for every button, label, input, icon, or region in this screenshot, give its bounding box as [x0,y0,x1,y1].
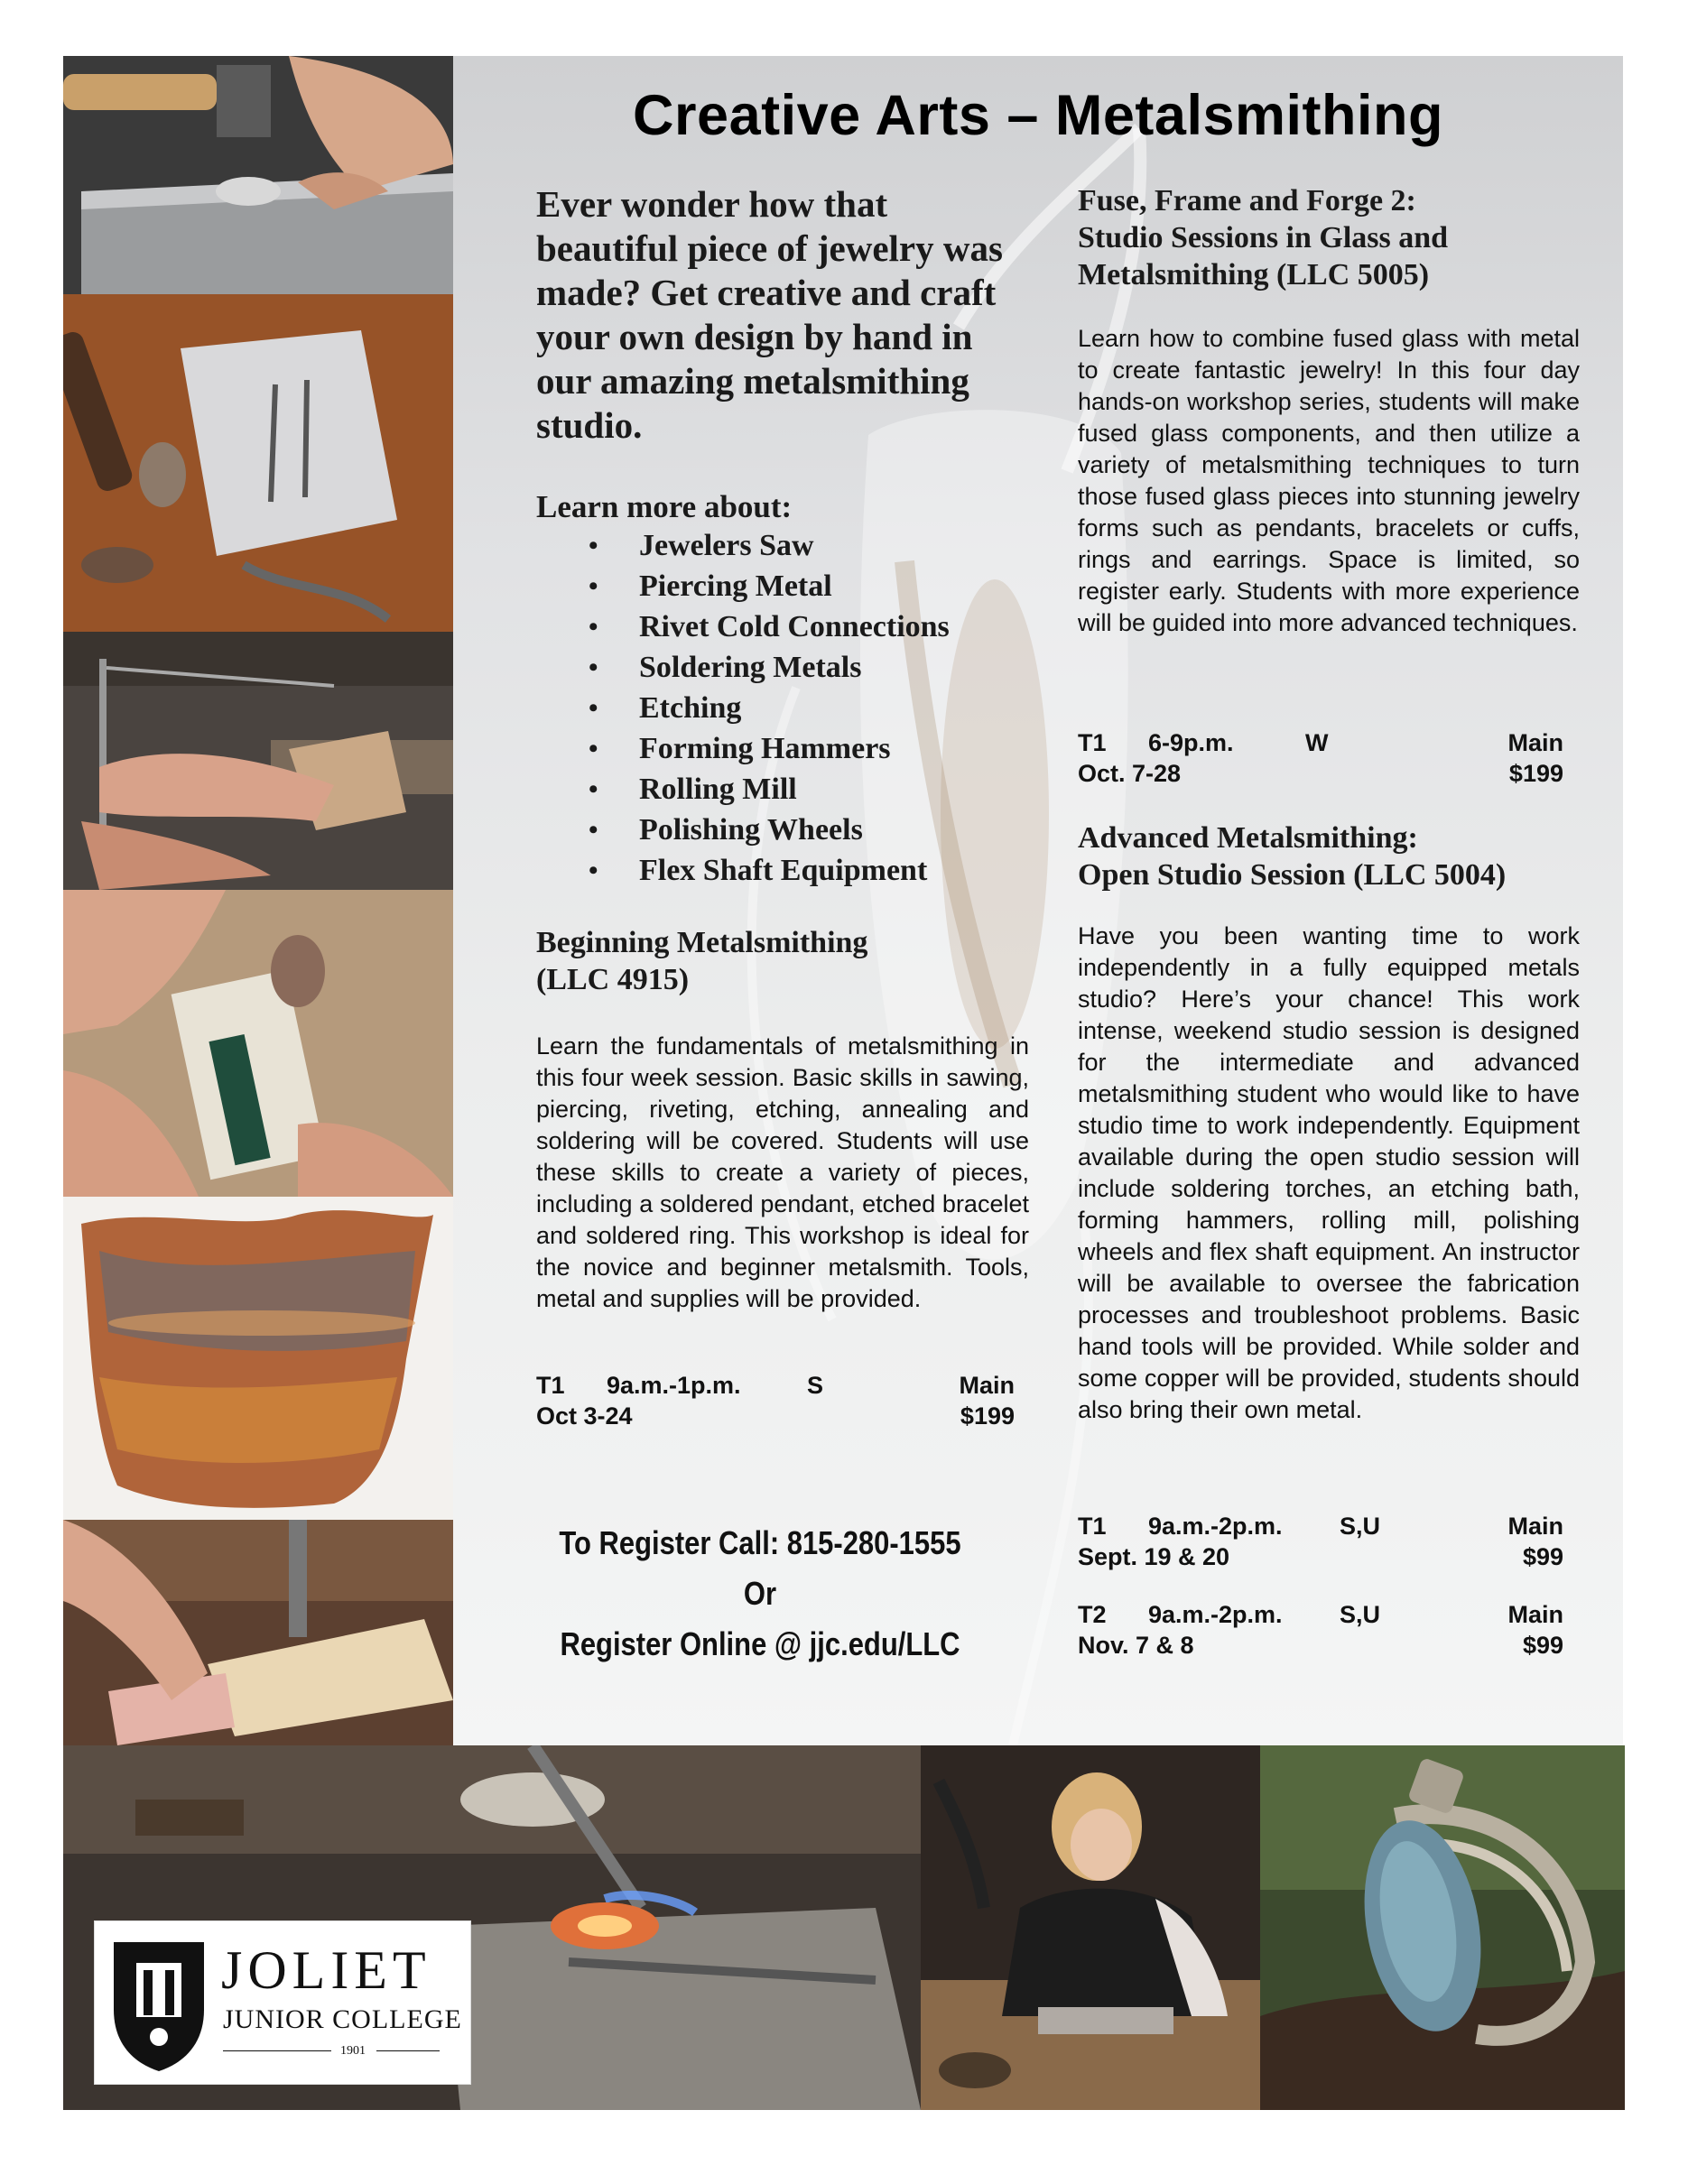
course-title-line: (LLC 4915) [536,963,690,996]
logo-rule-right [376,2050,440,2051]
register-online: Register Online @ jjc.edu/LLC [560,1625,960,1662]
course-title-line: Open Studio Session (LLC 5004) [1078,858,1507,892]
schedule-location: Main [1507,1601,1563,1628]
schedule-term: T1 [1078,1513,1107,1540]
shield-crest-icon [109,1938,209,2073]
list-item: • Soldering Metals [589,647,950,688]
course-title-line: Beginning Metalsmithing [536,926,868,959]
schedule-time: 9a.m.-1p.m. [607,1372,741,1399]
fuse-course-description: Learn how to combine fused glass with metal to create fantastic jewelry! In this four day hands-on workshop series, students will make fused glass components, and then utilize a variety of metalsmithing techniques to turn those fused glass pieces into stunning jewelry forms such as pendants, bracelets or cuffs, rings and earrings. Space is limited, so register early. Students with more experience will be guided into more advanced techniques. [1078,325,1580,636]
photo-hammer-stamping [63,56,453,294]
schedule-location: Main [1507,1513,1563,1540]
photo-woman-working [921,1745,1260,2110]
logo-rule-left [223,2050,331,2051]
register-call: To Register Call: 815-280-1555 [559,1524,961,1561]
schedule-term: T2 [1078,1601,1107,1628]
fuse-course-title [1078,182,1448,293]
photo-labradorite-ring [1260,1745,1625,2110]
schedule-dates: Sept. 19 & 20 [1078,1543,1230,1570]
college-logo [94,1920,471,2085]
course-title-line: Metalsmithing (LLC 5005) [1078,258,1430,292]
schedule-day: S,U [1340,1601,1381,1628]
schedule-time: 6-9p.m. [1148,729,1234,756]
list-item: • Etching [589,688,950,728]
register-or: Or [743,1575,777,1612]
fuse-course-schedule [1078,727,1563,791]
register-info [543,1518,978,1670]
schedule-price: $199 [960,1402,1015,1430]
bottom-photo-strip [63,1745,1625,2110]
list-item: • Rolling Mill [589,769,950,810]
schedule-day: S,U [1340,1513,1381,1540]
logo-year: 1901 [340,2044,366,2058]
schedule-time: 9a.m.-2p.m. [1148,1513,1283,1540]
learn-more-heading: Learn more about: [536,489,793,524]
list-item: • Rivet Cold Connections [589,606,950,647]
list-item: • Forming Hammers [589,728,950,769]
schedule-day: W [1305,729,1329,756]
schedule-location: Main [1507,729,1563,756]
beginning-course-schedule [536,1370,1015,1433]
schedule-time: 9a.m.-2p.m. [1148,1601,1283,1628]
schedule-term: T1 [536,1372,565,1399]
learn-topics-list [589,525,950,891]
main-content-panel [453,56,1623,1745]
advanced-course-title [1078,819,1506,893]
schedule-price: $199 [1508,760,1563,787]
advanced-course-description: Have you been wanting time to work independently in a fully equipped metals studio? Here’s your chance! This work intense, weekend studio session is designed for the intermediate and advanced metalsmithing student who would like to have studio time to work independently. Equipment available during the open studio session will include soldering torches, an etching bath, forming hammers, rolling mill, polishing wheels and flex shaft equipment. An instructor will be available to oversee the fabrication processes and troubleshoot problems. Basic hand tools will be provided. While solder and some copper will be provided, students should also bring their own metal. [1078,922,1580,1423]
list-item: • Flex Shaft Equipment [589,850,950,891]
list-item: • Polishing Wheels [589,810,950,850]
photo-sawing-metal [63,632,453,890]
photo-drilling [63,890,453,1197]
logo-subtitle: JUNIOR COLLEGE [223,2004,462,2034]
page-title: Creative Arts – Metalsmithing [633,84,1443,147]
schedule-location: Main [959,1372,1015,1399]
schedule-price: $99 [1522,1632,1563,1659]
schedule-day: S [807,1372,824,1399]
course-title-line: Studio Sessions in Glass and [1078,221,1449,254]
photo-filing-wood [63,1520,453,1745]
photo-earrings-tools [63,294,453,632]
schedule-term: T1 [1078,729,1107,756]
logo-name: JOLIET [221,1940,431,2000]
schedule-dates: Oct 3-24 [536,1402,633,1430]
beginning-course-title [536,924,867,998]
advanced-course-schedule-t2 [1078,1599,1563,1662]
course-title-line: Fuse, Frame and Forge 2: [1078,184,1416,217]
intro-paragraph: Ever wonder how that beautiful piece of jewelry was made? Get creative and craft your own design by hand in our amazing metalsmithing studio. [536,183,1003,446]
left-photo-strip [63,56,453,1745]
course-title-line: Advanced Metalsmithing: [1078,821,1418,855]
photo-copper-cuff [63,1197,453,1520]
beginning-course-description: Learn the fundamentals of metalsmithing in this four week session. Basic skills in sawing, piercing, riveting, etching, annealing and soldering will be covered. Students will use these skills to create a variety of pieces, including a soldered pendant, etched bracelet and soldered ring. This workshop is ideal for the novice and beginner metalsmith. Tools, metal and supplies will be provided. [536,1032,1029,1312]
advanced-course-schedule-t1 [1078,1511,1563,1574]
list-item: • Piercing Metal [589,566,950,606]
schedule-price: $99 [1522,1543,1563,1570]
list-item: • Jewelers Saw [589,525,950,566]
schedule-dates: Nov. 7 & 8 [1078,1632,1194,1659]
schedule-dates: Oct. 7-28 [1078,760,1182,787]
